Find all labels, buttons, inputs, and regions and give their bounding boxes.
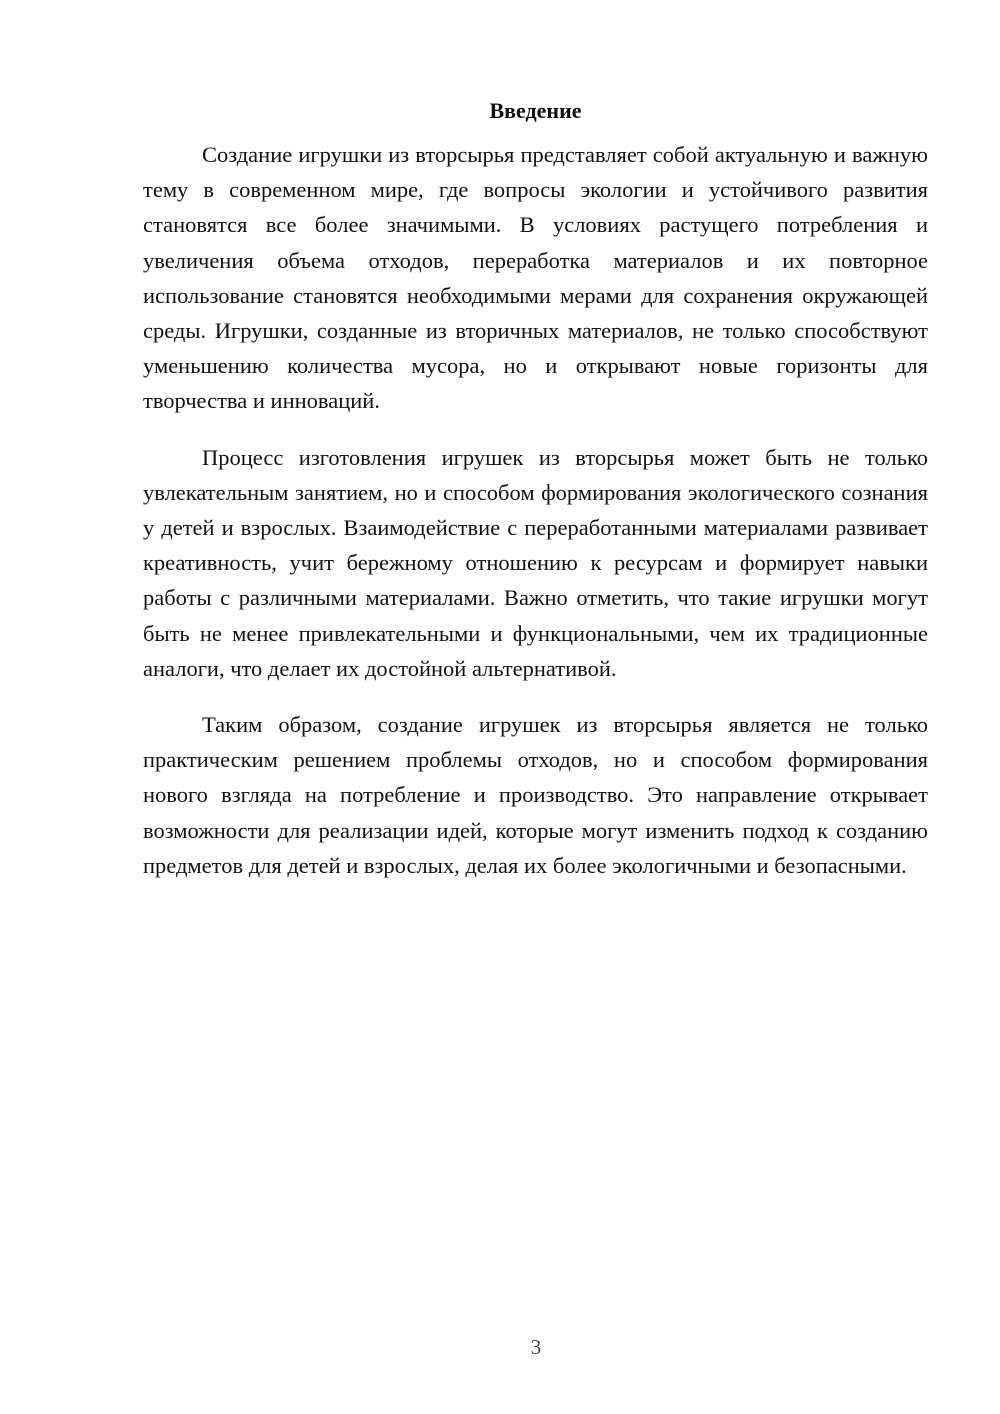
page-number: 3 [530,1335,542,1359]
paragraph-1: Создание игрушки из вторсырья представляет собой актуальную и важную тему в современном мире, где вопросы экологии и устойчивого развития становятся все более значимыми. В условиях растущего потребления и увеличения объема отходов, переработка материалов и их повторное использование становятся необходимыми мерами для сохранения окружающей среды. Игрушки, созданные из вторичных материалов, не только способствуют уменьшению количества мусора, но и открывают новые горизонты для творчества и инноваций. [143,142,928,414]
paragraph-2: Процесс изготовления игрушек из вторсырья может быть не только увлекательным занятием, но и способом формирования экологического сознания у детей и взрослых. Взаимодействие с переработанными материалами развивает креативность, учит бережному отношению к ресурсам и формирует навыки работы с различными материалами. Важно отметить, что такие игрушки могут быть не менее привлекательными и функциональными, чем их традиционные аналоги, что делает их достойной альтернативой. [143,444,928,681]
page-content [143,96,928,883]
section-heading: Введение [489,98,582,123]
paragraph-3: Таким образом, создание игрушек из вторсырья является не только практическим решением проблемы отходов, но и способом формирования нового взгляда на потребление и производство. Это направление открывает возможности для реализации идей, которые могут изменить подход к созданию предметов для детей и взрослых, делая их более экологичными и безопасными. [143,712,928,878]
